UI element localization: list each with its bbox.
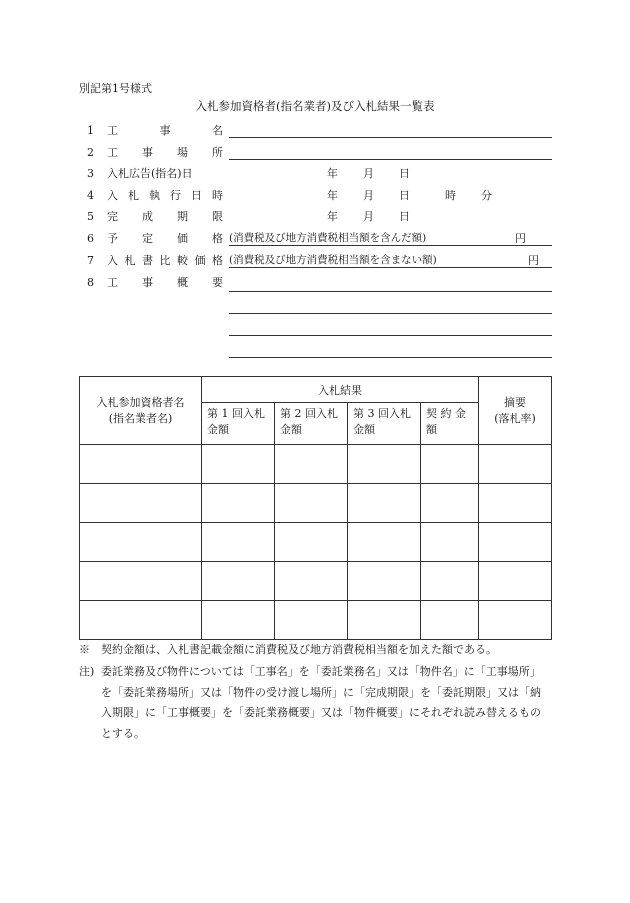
field-7-yen: 円 <box>528 254 539 267</box>
header-round-2-a: 第 2 回入札 <box>280 407 338 420</box>
header-round-2-b: 金額 <box>280 422 302 436</box>
header-bidder-name-1: 入札参加資格者名 <box>96 396 185 410</box>
field-8-line-1[interactable] <box>229 291 552 292</box>
field-1-number: 1 <box>87 124 94 137</box>
table-row <box>80 601 552 640</box>
note-substitution <box>79 662 551 744</box>
field-3-label: 入札広告(指名)日 <box>107 167 193 180</box>
table-cell[interactable] <box>275 523 348 562</box>
table-row <box>80 523 552 562</box>
header-round-2 <box>275 403 348 445</box>
header-contract-amount-a: 契 約 金 <box>426 407 466 420</box>
table-cell[interactable] <box>202 523 275 562</box>
field-8-line-4[interactable] <box>229 357 552 358</box>
field-6-note: (消費税及び地方消費税相当額を含んだ額) <box>229 232 427 244</box>
header-round-3 <box>348 403 421 445</box>
table-cell[interactable] <box>275 484 348 523</box>
header-remarks <box>479 377 552 445</box>
header-round-3-a: 第 3 回入札 <box>353 407 411 420</box>
field-7-note: (消費税及び地方消費税相当額を含まない額) <box>229 254 437 266</box>
field-7-line[interactable] <box>229 267 552 268</box>
table-cell[interactable] <box>202 562 275 601</box>
table-cell[interactable] <box>479 601 552 640</box>
field-4-number: 4 <box>87 189 94 202</box>
field-3-number: 3 <box>87 167 94 180</box>
note-tag: 注) <box>79 665 95 678</box>
field-4-year: 年 <box>327 189 338 202</box>
table-cell[interactable] <box>348 523 421 562</box>
table-cell[interactable] <box>80 601 202 640</box>
field-8-number: 8 <box>87 276 94 289</box>
field-4-minute: 分 <box>481 189 492 202</box>
field-6-label: 予 定 価 格 <box>107 232 223 245</box>
field-3-month: 月 <box>363 167 374 180</box>
header-round-1 <box>202 403 275 445</box>
table-cell[interactable] <box>202 445 275 484</box>
field-5-year: 年 <box>327 210 338 223</box>
header-round-3-b: 金額 <box>353 422 375 436</box>
header-bidder-name-2: (指名業者名) <box>108 411 173 425</box>
header-bid-result: 入札結果 <box>202 377 479 403</box>
table-cell[interactable] <box>275 562 348 601</box>
table-cell[interactable] <box>421 562 479 601</box>
header-remarks-2: (落札率) <box>494 411 536 425</box>
field-8-line-2[interactable] <box>229 313 552 314</box>
table-cell[interactable] <box>275 445 348 484</box>
field-2-line[interactable] <box>229 159 552 160</box>
table-cell[interactable] <box>421 601 479 640</box>
field-7-number: 7 <box>87 254 94 267</box>
table-cell[interactable] <box>202 601 275 640</box>
field-2-label: 工 事 場 所 <box>107 146 223 159</box>
table-cell[interactable] <box>348 601 421 640</box>
header-contract-amount-b: 額 <box>426 422 437 436</box>
field-5-label: 完 成 期 限 <box>107 210 223 223</box>
header-round-1-b: 金額 <box>207 422 229 436</box>
table-cell[interactable] <box>421 445 479 484</box>
table-cell[interactable] <box>348 484 421 523</box>
form-number: 別記第1号様式 <box>79 82 152 95</box>
table-cell[interactable] <box>348 562 421 601</box>
table-cell[interactable] <box>80 523 202 562</box>
field-4-label: 入 札 執 行 日 時 <box>107 189 223 202</box>
table-row <box>80 562 552 601</box>
table-cell[interactable] <box>421 523 479 562</box>
field-3-day: 日 <box>399 167 410 180</box>
table-cell[interactable] <box>479 484 552 523</box>
field-4-hour: 時 <box>445 189 456 202</box>
field-5-number: 5 <box>87 210 94 223</box>
table-cell[interactable] <box>202 484 275 523</box>
table-cell[interactable] <box>275 601 348 640</box>
field-5-month: 月 <box>363 210 374 223</box>
bid-result-table <box>79 376 552 640</box>
field-6-number: 6 <box>87 232 94 245</box>
header-remarks-1: 摘要 <box>504 396 526 410</box>
header-bidder-name <box>80 377 202 445</box>
note-body: 委託業務及び物件については「工事名」を「委託業務名」又は「物件名」に「工事場所」を「委託業務場所」又は「物件の受け渡し場所」に「完成期限」を「委託期限」又は「納入期限」に「工事概要」を「委託業務概要」又は「物件概要」にそれぞれ読み替えるものとする。 <box>101 665 541 740</box>
field-3-year: 年 <box>327 167 338 180</box>
field-4-day: 日 <box>399 189 410 202</box>
header-contract-amount <box>421 403 479 445</box>
table-row <box>80 484 552 523</box>
field-2-number: 2 <box>87 146 94 159</box>
table-cell[interactable] <box>421 484 479 523</box>
field-6-line[interactable] <box>229 245 552 246</box>
field-7-label: 入 札 書 比 較 価 格 <box>107 254 223 267</box>
note-contract-amount: ※ 契約金額は、入札書記載金額に消費税及び地方消費税相当額を加えた額である。 <box>79 643 497 656</box>
field-1-line[interactable] <box>229 137 552 138</box>
table-cell[interactable] <box>479 562 552 601</box>
table-cell[interactable] <box>80 562 202 601</box>
field-8-line-3[interactable] <box>229 335 552 336</box>
field-1-label: 工 事 名 <box>107 124 223 137</box>
field-5-day: 日 <box>399 210 410 223</box>
table-cell[interactable] <box>479 523 552 562</box>
table-cell[interactable] <box>80 445 202 484</box>
table-cell[interactable] <box>80 484 202 523</box>
field-8-label: 工 事 概 要 <box>107 276 223 289</box>
table-cell[interactable] <box>348 445 421 484</box>
header-round-1-a: 第 1 回入札 <box>207 407 265 420</box>
table-cell[interactable] <box>479 445 552 484</box>
field-6-yen: 円 <box>515 232 526 245</box>
table-row <box>80 445 552 484</box>
document-title: 入札参加資格者(指名業者)及び入札結果一覧表 <box>195 99 435 113</box>
field-4-month: 月 <box>363 189 374 202</box>
